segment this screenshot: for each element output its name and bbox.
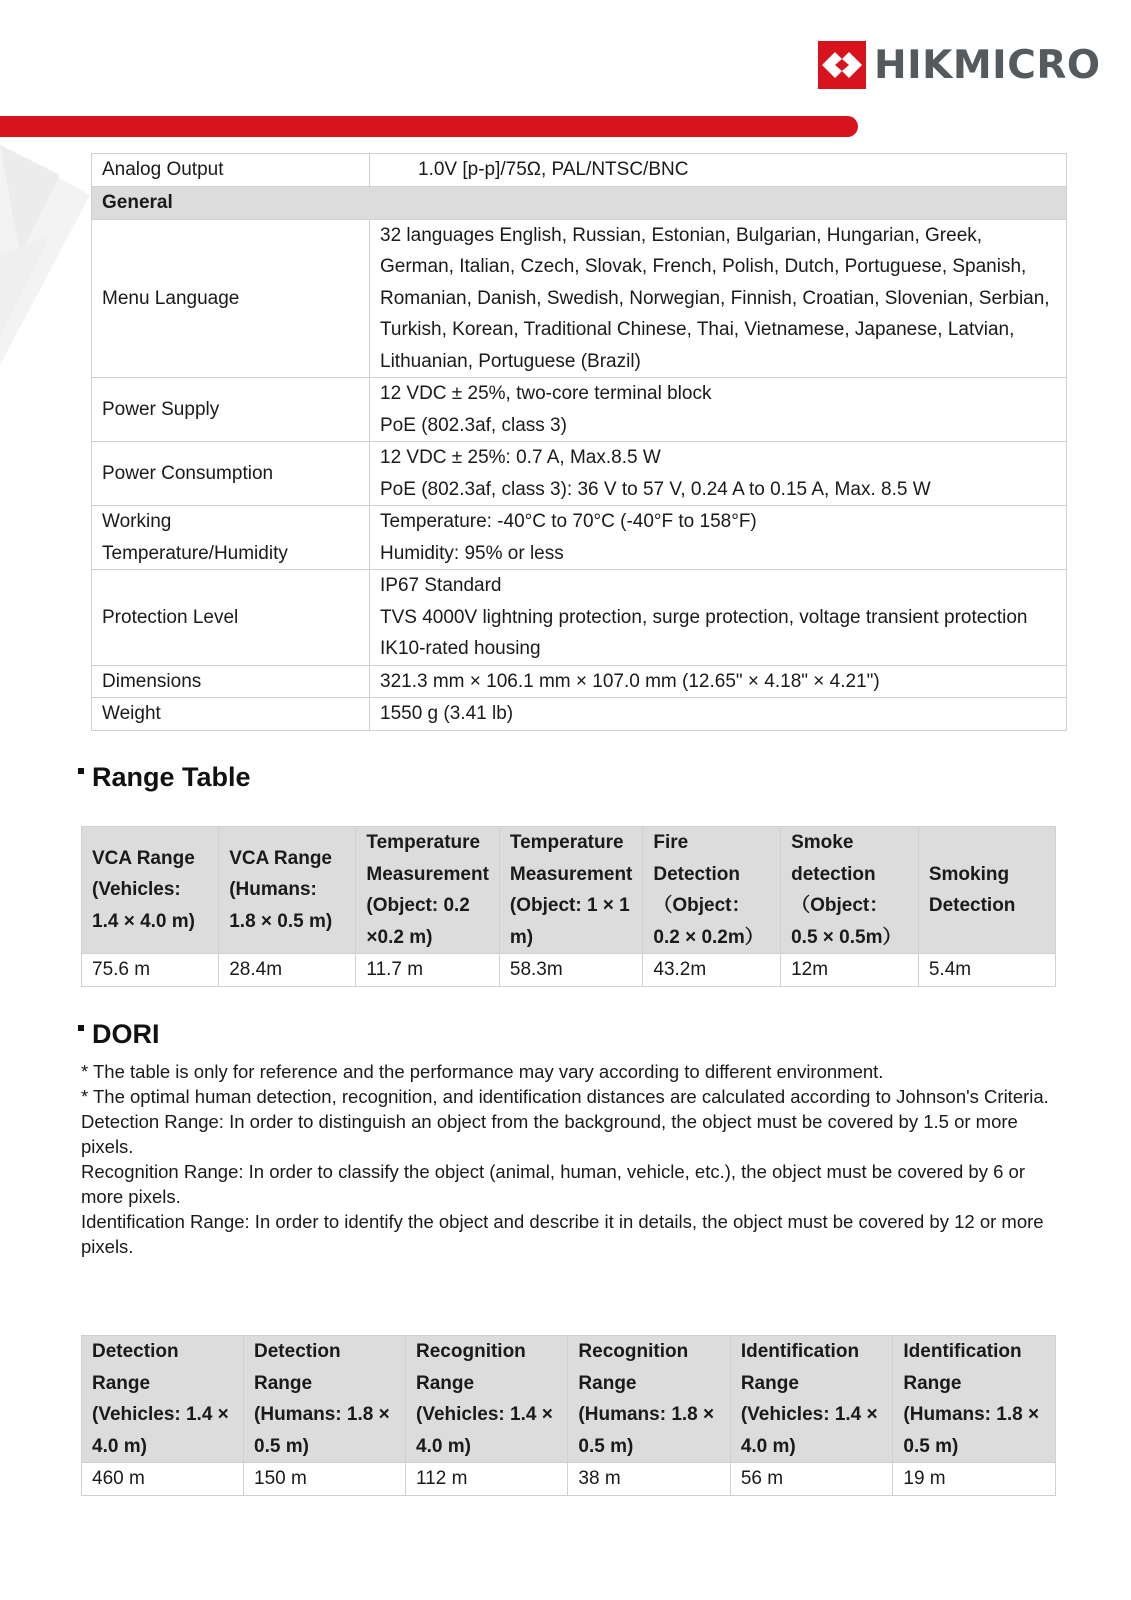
- dori-heading: [78, 1019, 160, 1050]
- spec-value-line: IP67 Standard: [380, 575, 502, 596]
- spec-value-line: IK10-rated housing: [380, 638, 541, 659]
- spec-row: [92, 154, 1067, 187]
- range-table: [81, 826, 1056, 987]
- brand-logo: [818, 40, 1101, 90]
- dori-table-value-row: [82, 1463, 1056, 1496]
- spec-row: [92, 570, 1067, 666]
- dori-table-header-cell: Recognition Range (Vehicles: 1.4 × 4.0 m): [406, 1336, 568, 1463]
- spec-value: [370, 442, 1067, 506]
- dori-table-header-cell: Recognition Range (Humans: 1.8 × 0.5 m): [568, 1336, 730, 1463]
- spec-value-line: 12 VDC ± 25%, two-core terminal block: [380, 383, 712, 404]
- dori-title: DORI: [92, 1019, 160, 1049]
- bullet-square-icon: [78, 1025, 84, 1031]
- spec-value: [370, 506, 1067, 570]
- spec-key: Protection Level: [92, 570, 370, 666]
- brand-name: HIKMICRO: [874, 42, 1101, 88]
- range-table-value-cell: 75.6 m: [82, 954, 219, 987]
- range-table-value-cell: 11.7 m: [356, 954, 499, 987]
- range-table-header-cell: Temperature Measurement (Object: 1 × 1 m): [499, 827, 642, 954]
- spec-key: Power Supply: [92, 378, 370, 442]
- spec-value: 1.0V [p-p]/75Ω, PAL/NTSC/BNC: [370, 154, 1067, 187]
- range-table-header-cell: Temperature Measurement (Object: 0.2 ×0.2 m): [356, 827, 499, 954]
- range-table-value-cell: 28.4m: [219, 954, 356, 987]
- spec-value-line: PoE (802.3af, class 3): 36 V to 57 V, 0.24 A to 0.15 A, Max. 8.5 W: [380, 478, 931, 500]
- range-table-header-cell: VCA Range (Humans: 1.8 × 0.5 m): [219, 827, 356, 954]
- dori-table-header-cell: Identification Range (Vehicles: 1.4 × 4.0 m): [730, 1336, 893, 1463]
- spec-key: Menu Language: [92, 219, 370, 378]
- range-table-value-row: [82, 954, 1056, 987]
- dori-table-value-cell: 150 m: [244, 1463, 406, 1496]
- dori-table-header-cell: Detection Range (Humans: 1.8 × 0.5 m): [244, 1336, 406, 1463]
- range-table-header-cell: Smoking Detection: [918, 827, 1055, 954]
- spec-key: Power Consumption: [92, 442, 370, 506]
- spec-key: Analog Output: [92, 154, 370, 187]
- spec-row: [92, 442, 1067, 506]
- hikmicro-logo-icon: [818, 41, 866, 89]
- header-red-bar: [0, 116, 858, 137]
- range-table-header-row: [82, 827, 1056, 954]
- spec-key: Working Temperature/Humidity: [92, 506, 370, 570]
- spec-row: [92, 219, 1067, 378]
- range-table-value-cell: 58.3m: [499, 954, 642, 987]
- dori-table-header-cell: Identification Range (Humans: 1.8 × 0.5 m): [893, 1336, 1056, 1463]
- dori-table-value-cell: 19 m: [893, 1463, 1056, 1496]
- spec-value-line: TVS 4000V lightning protection, surge protection, voltage transient protection: [380, 606, 1028, 628]
- dori-table-value-cell: 38 m: [568, 1463, 730, 1496]
- dori-table: [81, 1335, 1056, 1496]
- spec-value-line: Humidity: 95% or less: [380, 542, 564, 564]
- spec-section-row: [92, 186, 1067, 219]
- spec-value: 32 languages English, Russian, Estonian, Bulgarian, Hungarian, Greek, German, Italian, Czech, Slovak, French, Polish, Dutch, Portuguese, Spanish, Romanian, Danish, Swedish, Norwegian, Finnish, Croatian, Slovenian, Serbian, Turkish, Korean, Traditional Chinese, Thai, Vietnamese, Japanese, Latvian, Lithuanian, Portuguese (Brazil): [370, 219, 1067, 378]
- dori-table-value-cell: 56 m: [730, 1463, 893, 1496]
- range-table-value-cell: 12m: [781, 954, 919, 987]
- decorative-background-shape: [0, 135, 90, 365]
- spec-key: Dimensions: [92, 665, 370, 698]
- dori-note: Detection Range: In order to distinguish an object from the background, the object must be covered by 1.5 or more pixels.: [81, 1111, 1018, 1157]
- dori-table-value-cell: 112 m: [406, 1463, 568, 1496]
- dori-table-header-row: [82, 1336, 1056, 1463]
- dori-note: Recognition Range: In order to classify the object (animal, human, vehicle, etc.), the object must be covered by 6 or more pixels.: [81, 1161, 1025, 1207]
- spec-value: [370, 570, 1067, 666]
- spec-row: [92, 698, 1067, 731]
- dori-note: * The table is only for reference and the performance may vary according to different environment.: [81, 1061, 884, 1082]
- bullet-square-icon: [78, 768, 84, 774]
- range-table-header-cell: Fire Detection （Object：0.2 × 0.2m）: [643, 827, 781, 954]
- spec-row: [92, 506, 1067, 570]
- spec-value: 1550 g (3.41 lb): [370, 698, 1067, 731]
- dori-note: Identification Range: In order to identify the object and describe it in details, the object must be covered by 12 or more pixels.: [81, 1211, 1044, 1257]
- range-table-heading: [78, 762, 251, 793]
- range-table-title: Range Table: [92, 762, 251, 792]
- spec-value-line: 12 VDC ± 25%: 0.7 A, Max.8.5 W: [380, 447, 661, 468]
- dori-notes: [81, 1059, 1061, 1259]
- spec-section-title: General: [92, 186, 1067, 219]
- spec-row: [92, 665, 1067, 698]
- spec-table: [91, 153, 1067, 731]
- range-table-value-cell: 43.2m: [643, 954, 781, 987]
- dori-table-header-cell: Detection Range (Vehicles: 1.4 × 4.0 m): [82, 1336, 244, 1463]
- spec-row: [92, 378, 1067, 442]
- range-table-value-cell: 5.4m: [918, 954, 1055, 987]
- spec-key: Weight: [92, 698, 370, 731]
- spec-value: 321.3 mm × 106.1 mm × 107.0 mm (12.65" × 4.18" × 4.21"): [370, 665, 1067, 698]
- spec-value-line: PoE (802.3af, class 3): [380, 414, 567, 436]
- range-table-header-cell: VCA Range (Vehicles: 1.4 × 4.0 m): [82, 827, 219, 954]
- range-table-header-cell: Smoke detection （Object：0.5 × 0.5m）: [781, 827, 919, 954]
- spec-value: [370, 378, 1067, 442]
- dori-table-value-cell: 460 m: [82, 1463, 244, 1496]
- dori-note: * The optimal human detection, recognition, and identification distances are calculated according to Johnson's Criteria.: [81, 1086, 1049, 1107]
- spec-value-line: Temperature: -40°C to 70°C (-40°F to 158°F): [380, 511, 757, 532]
